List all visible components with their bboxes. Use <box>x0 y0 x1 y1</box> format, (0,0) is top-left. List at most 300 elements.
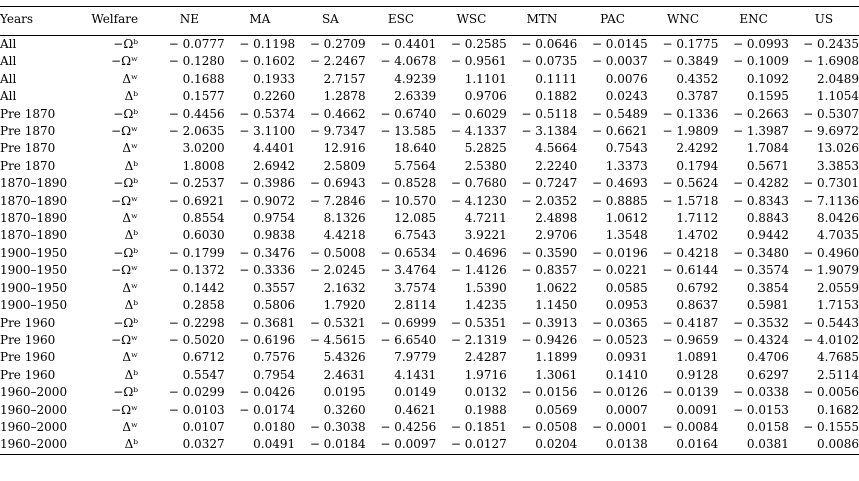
value-cell: − 0.2537 <box>168 176 225 191</box>
table-row <box>0 210 859 227</box>
value-cell: − 0.2709 <box>309 37 366 51</box>
value-cell: − 7.1136 <box>803 193 859 208</box>
welfare-cell: Δᵇ <box>84 436 154 454</box>
column-header: ESC <box>366 7 437 36</box>
value-cell: − 0.1851 <box>450 419 507 434</box>
years-cell: Pre 1870 <box>0 141 56 156</box>
value-cell: 8.1326 <box>323 211 366 226</box>
value-cell: 0.4352 <box>676 71 719 86</box>
value-cell: 0.1794 <box>676 158 719 173</box>
welfare-cell: −Ωʷ <box>111 263 139 278</box>
value-cell: − 0.3574 <box>733 263 789 278</box>
value-cell: − 0.4696 <box>450 245 507 260</box>
value-cell: − 0.6999 <box>380 315 437 330</box>
years-cell: All <box>0 89 17 104</box>
value-cell: 12.916 <box>323 141 366 156</box>
value-cell: − 0.1799 <box>168 245 225 260</box>
value-cell: − 6.6540 <box>380 332 437 347</box>
value-cell: 0.3557 <box>253 280 296 295</box>
table-row <box>0 140 859 157</box>
value-cell: − 0.0097 <box>366 436 437 454</box>
value-cell: − 0.7301 <box>803 176 859 191</box>
table-row <box>0 71 859 88</box>
value-cell: 0.2858 <box>182 298 225 313</box>
years-cell: Pre 1870 <box>0 158 56 173</box>
value-cell: 0.0007 <box>605 402 648 417</box>
value-cell: − 0.1009 <box>733 54 789 69</box>
value-cell: − 0.3849 <box>662 54 719 69</box>
value-cell: − 0.5008 <box>309 245 366 260</box>
value-cell: 0.6297 <box>746 367 789 382</box>
value-cell: 12.085 <box>394 211 437 226</box>
years-cell: 1960–2000 <box>0 402 68 417</box>
value-cell: 6.7543 <box>394 228 437 243</box>
value-cell: 0.0132 <box>464 385 507 400</box>
value-cell: − 0.0103 <box>168 402 225 417</box>
table-row <box>0 106 859 123</box>
table-row <box>0 245 859 262</box>
value-cell: 4.7211 <box>464 211 507 226</box>
value-cell: 1.7084 <box>746 141 789 156</box>
value-cell: 0.4706 <box>746 350 789 365</box>
years-cell: 1870–1890 <box>0 193 68 208</box>
years-cell: 1870–1890 <box>0 228 68 243</box>
value-cell: 1.1054 <box>817 89 859 104</box>
value-cell: 2.5809 <box>323 158 366 173</box>
value-cell: 0.5671 <box>746 158 789 173</box>
value-cell: 0.1442 <box>182 280 225 295</box>
value-cell: − 4.1230 <box>450 193 507 208</box>
table-row <box>0 123 859 140</box>
value-cell: − 0.8357 <box>521 263 578 278</box>
welfare-table <box>0 6 859 455</box>
value-cell: − 0.5624 <box>662 176 719 191</box>
table-row <box>0 280 859 297</box>
value-cell: 0.1092 <box>746 71 789 86</box>
value-cell: 13.026 <box>817 141 859 156</box>
value-cell: − 2.0635 <box>168 124 225 139</box>
years-cell: Pre 1870 <box>0 124 56 139</box>
column-header: Welfare <box>84 7 154 36</box>
welfare-cell: −Ωʷ <box>111 124 139 139</box>
value-cell: 4.9239 <box>394 71 437 86</box>
value-cell: − 0.3986 <box>239 176 296 191</box>
value-cell: − 0.0993 <box>733 37 789 51</box>
value-cell: 0.0164 <box>648 436 719 454</box>
value-cell: − 0.8885 <box>591 193 648 208</box>
value-cell: − 0.0646 <box>521 37 578 51</box>
table-row <box>0 332 859 349</box>
column-header: WNC <box>648 7 719 36</box>
column-header: NE <box>154 7 225 36</box>
value-cell: 0.3260 <box>323 402 366 417</box>
value-cell: − 0.3480 <box>733 245 789 260</box>
table-row <box>0 402 859 419</box>
value-cell: 1.4702 <box>676 228 719 243</box>
value-cell: − 0.1555 <box>803 419 859 434</box>
value-cell: 1.0612 <box>605 211 648 226</box>
table-row <box>0 315 859 332</box>
years-cell: 1900–1950 <box>0 245 68 260</box>
welfare-cell: −Ωᵇ <box>113 37 139 51</box>
value-cell: 1.0622 <box>535 280 578 295</box>
value-cell: − 0.0126 <box>591 385 648 400</box>
value-cell: − 0.0426 <box>239 385 296 400</box>
value-cell: 1.7920 <box>323 298 366 313</box>
table-row <box>0 367 859 384</box>
column-header: Years <box>0 7 84 36</box>
value-cell: 0.4621 <box>394 402 437 417</box>
value-cell: 2.6339 <box>394 89 437 104</box>
table-row <box>0 36 859 54</box>
value-cell: − 0.2585 <box>450 37 507 51</box>
header-row <box>0 7 859 36</box>
value-cell: − 2.2467 <box>309 54 366 69</box>
value-cell: 2.0489 <box>817 71 859 86</box>
value-cell: − 0.1602 <box>239 54 296 69</box>
years-cell: 1870–1890 <box>0 211 68 226</box>
value-cell: 2.2240 <box>535 158 578 173</box>
value-cell: 3.7574 <box>394 280 437 295</box>
value-cell: 0.1410 <box>605 367 648 382</box>
value-cell: 2.8114 <box>394 298 437 313</box>
years-cell: Pre 1960 <box>0 367 56 382</box>
value-cell: 0.9442 <box>746 228 789 243</box>
value-cell: − 0.2435 <box>803 37 859 51</box>
value-cell: 5.2825 <box>464 141 507 156</box>
column-header: MTN <box>507 7 578 36</box>
value-cell: − 10.570 <box>380 193 437 208</box>
table-body <box>0 36 859 455</box>
value-cell: 1.9716 <box>464 367 507 382</box>
value-cell: − 0.1198 <box>239 37 296 51</box>
value-cell: − 0.0139 <box>662 385 719 400</box>
value-cell: 1.3373 <box>605 158 648 173</box>
value-cell: 1.1899 <box>535 350 578 365</box>
value-cell: 0.7543 <box>605 141 648 156</box>
value-cell: 5.7564 <box>394 158 437 173</box>
welfare-cell: −Ωᵇ <box>113 106 139 121</box>
value-cell: 0.0107 <box>182 419 225 434</box>
value-cell: 1.1450 <box>535 298 578 313</box>
value-cell: − 0.3476 <box>239 245 296 260</box>
value-cell: − 0.9426 <box>521 332 578 347</box>
value-cell: 0.9754 <box>253 211 296 226</box>
value-cell: 3.0200 <box>182 141 225 156</box>
value-cell: − 0.0153 <box>733 402 789 417</box>
value-cell: 2.4631 <box>323 367 366 382</box>
value-cell: − 0.6621 <box>591 124 648 139</box>
welfare-cell: Δʷ <box>122 419 139 434</box>
table-row <box>0 436 859 454</box>
value-cell: − 0.0221 <box>591 263 648 278</box>
table-row <box>0 349 859 366</box>
value-cell: 2.1632 <box>323 280 366 295</box>
value-cell: − 7.2846 <box>309 193 366 208</box>
value-cell: − 2.1319 <box>450 332 507 347</box>
value-cell: 4.4218 <box>323 228 366 243</box>
table-row <box>0 262 859 279</box>
value-cell: − 0.0127 <box>436 436 507 454</box>
value-cell: − 0.4662 <box>309 106 366 121</box>
value-cell: − 9.6972 <box>803 124 859 139</box>
value-cell: − 0.3336 <box>239 263 296 278</box>
value-cell: − 0.7247 <box>521 176 578 191</box>
value-cell: − 0.0037 <box>591 54 648 69</box>
value-cell: − 1.5718 <box>662 193 719 208</box>
value-cell: 2.6942 <box>253 158 296 173</box>
value-cell: 0.1595 <box>746 89 789 104</box>
value-cell: 0.0585 <box>605 280 648 295</box>
value-cell: 0.0076 <box>605 71 648 86</box>
value-cell: 1.3548 <box>605 228 648 243</box>
years-cell: 1870–1890 <box>0 176 68 191</box>
value-cell: − 13.585 <box>380 124 437 139</box>
value-cell: − 4.5615 <box>309 332 366 347</box>
value-cell: 4.1431 <box>394 367 437 382</box>
value-cell: 0.7576 <box>253 350 296 365</box>
value-cell: − 0.9659 <box>662 332 719 347</box>
value-cell: − 0.8528 <box>380 176 437 191</box>
value-cell: − 0.4324 <box>733 332 789 347</box>
welfare-cell: −Ωᵇ <box>113 315 139 330</box>
value-cell: 7.9779 <box>394 350 437 365</box>
value-cell: 0.3787 <box>676 89 719 104</box>
value-cell: 2.0559 <box>817 280 859 295</box>
value-cell: − 0.6921 <box>168 193 225 208</box>
value-cell: − 2.0245 <box>309 263 366 278</box>
years-cell: Pre 1960 <box>0 332 56 347</box>
table-row <box>0 175 859 192</box>
value-cell: − 9.7347 <box>309 124 366 139</box>
value-cell: − 0.5020 <box>168 332 225 347</box>
value-cell: 0.5547 <box>182 367 225 382</box>
value-cell: − 3.1384 <box>521 124 578 139</box>
value-cell: 0.6030 <box>182 228 225 243</box>
column-header: PAC <box>577 7 648 36</box>
value-cell: − 0.4218 <box>662 245 719 260</box>
table-header <box>0 7 859 36</box>
value-cell: 2.4898 <box>535 211 578 226</box>
value-cell: − 0.5489 <box>591 106 648 121</box>
value-cell: 4.7035 <box>817 228 859 243</box>
value-cell: 1.7112 <box>676 211 719 226</box>
value-cell: − 0.4960 <box>803 245 859 260</box>
welfare-cell: −Ωᵇ <box>113 245 139 260</box>
value-cell: 0.5806 <box>253 298 296 313</box>
value-cell: 0.7954 <box>253 367 296 382</box>
value-cell: − 0.4256 <box>380 419 437 434</box>
value-cell: − 0.6740 <box>380 106 437 121</box>
table-row <box>0 193 859 210</box>
table-row <box>0 297 859 314</box>
value-cell: − 0.9561 <box>450 54 507 69</box>
value-cell: 0.0931 <box>605 350 648 365</box>
years-cell: 1960–2000 <box>0 436 84 454</box>
welfare-cell: −Ωᵇ <box>113 176 139 191</box>
value-cell: − 0.0365 <box>591 315 648 330</box>
value-cell: 1.5390 <box>464 280 507 295</box>
value-cell: − 0.0145 <box>591 37 648 51</box>
value-cell: − 0.0084 <box>662 419 719 434</box>
value-cell: − 0.3532 <box>733 315 789 330</box>
value-cell: 0.6712 <box>182 350 225 365</box>
value-cell: 4.7685 <box>817 350 859 365</box>
table-row <box>0 88 859 105</box>
welfare-cell: −Ωʷ <box>111 332 139 347</box>
value-cell: 1.8008 <box>182 158 225 173</box>
value-cell: − 4.1337 <box>450 124 507 139</box>
value-cell: 0.8843 <box>746 211 789 226</box>
value-cell: 0.0138 <box>577 436 648 454</box>
welfare-cell: −Ωʷ <box>111 402 139 417</box>
value-cell: − 0.0196 <box>591 245 648 260</box>
value-cell: − 0.1280 <box>168 54 225 69</box>
value-cell: 8.0426 <box>817 211 859 226</box>
value-cell: 5.4326 <box>323 350 366 365</box>
value-cell: 0.0195 <box>323 385 366 400</box>
value-cell: − 0.5307 <box>803 106 859 121</box>
table-row <box>0 419 859 436</box>
value-cell: − 0.3590 <box>521 245 578 260</box>
value-cell: 0.5981 <box>746 298 789 313</box>
value-cell: − 0.2663 <box>733 106 789 121</box>
value-cell: 1.7153 <box>817 298 859 313</box>
value-cell: − 1.4126 <box>450 263 507 278</box>
value-cell: − 0.0056 <box>803 385 859 400</box>
years-cell: 1900–1950 <box>0 298 68 313</box>
value-cell: 0.9706 <box>464 89 507 104</box>
value-cell: 0.1688 <box>182 71 225 86</box>
years-cell: All <box>0 71 17 86</box>
years-cell: 1900–1950 <box>0 280 68 295</box>
value-cell: − 0.6534 <box>380 245 437 260</box>
value-cell: 0.9128 <box>676 367 719 382</box>
value-cell: 0.0569 <box>535 402 578 417</box>
years-cell: Pre 1870 <box>0 106 56 121</box>
value-cell: − 0.3038 <box>309 419 366 434</box>
table-row <box>0 158 859 175</box>
column-header: US <box>789 7 859 36</box>
years-cell: 1960–2000 <box>0 419 68 434</box>
value-cell: 1.0891 <box>676 350 719 365</box>
value-cell: − 4.0678 <box>380 54 437 69</box>
value-cell: − 0.6144 <box>662 263 719 278</box>
value-cell: − 0.4282 <box>733 176 789 191</box>
value-cell: − 1.9079 <box>803 263 859 278</box>
value-cell: − 0.0338 <box>733 385 789 400</box>
welfare-cell: Δʷ <box>122 141 139 156</box>
value-cell: 0.1882 <box>535 89 578 104</box>
welfare-cell: Δᵇ <box>124 89 139 104</box>
value-cell: − 0.5321 <box>309 315 366 330</box>
value-cell: − 3.4764 <box>380 263 437 278</box>
value-cell: − 0.0508 <box>521 419 578 434</box>
value-cell: 0.1682 <box>817 402 859 417</box>
value-cell: − 0.6196 <box>239 332 296 347</box>
value-cell: − 0.8343 <box>733 193 789 208</box>
value-cell: 2.5380 <box>464 158 507 173</box>
welfare-cell: Δʷ <box>122 71 139 86</box>
value-cell: − 1.9809 <box>662 124 719 139</box>
value-cell: − 0.3681 <box>239 315 296 330</box>
value-cell: 0.9838 <box>253 228 296 243</box>
welfare-cell: −Ωʷ <box>111 54 139 69</box>
value-cell: − 0.0735 <box>521 54 578 69</box>
welfare-cell: −Ωᵇ <box>113 385 139 400</box>
value-cell: − 0.0299 <box>168 385 225 400</box>
years-cell: All <box>0 37 17 51</box>
value-cell: − 0.5118 <box>521 106 578 121</box>
years-cell: Pre 1960 <box>0 350 56 365</box>
value-cell: − 2.0352 <box>521 193 578 208</box>
years-cell: 1900–1950 <box>0 263 68 278</box>
value-cell: − 0.9072 <box>239 193 296 208</box>
value-cell: − 1.6908 <box>803 54 859 69</box>
value-cell: − 0.4187 <box>662 315 719 330</box>
value-cell: − 0.0174 <box>239 402 296 417</box>
value-cell: 0.0491 <box>225 436 296 454</box>
years-cell: Pre 1960 <box>0 315 56 330</box>
value-cell: − 0.4456 <box>168 106 225 121</box>
value-cell: 0.0204 <box>507 436 578 454</box>
value-cell: − 0.7680 <box>450 176 507 191</box>
value-cell: − 0.2298 <box>168 315 225 330</box>
value-cell: − 0.0001 <box>591 419 648 434</box>
value-cell: 0.0327 <box>154 436 225 454</box>
value-cell: 2.5114 <box>817 367 859 382</box>
value-cell: 0.0243 <box>605 89 648 104</box>
value-cell: 2.9706 <box>535 228 578 243</box>
value-cell: 0.0149 <box>394 385 437 400</box>
value-cell: 0.1111 <box>535 71 578 86</box>
value-cell: − 0.6029 <box>450 106 507 121</box>
welfare-cell: Δʷ <box>122 211 139 226</box>
value-cell: − 0.0184 <box>295 436 366 454</box>
table-row <box>0 384 859 401</box>
welfare-cell: Δᵇ <box>124 367 139 382</box>
value-cell: 0.0180 <box>253 419 296 434</box>
value-cell: 1.3061 <box>535 367 578 382</box>
years-cell: 1960–2000 <box>0 385 68 400</box>
value-cell: − 0.5374 <box>239 106 296 121</box>
value-cell: − 3.1100 <box>239 124 296 139</box>
value-cell: − 0.0523 <box>591 332 648 347</box>
value-cell: 1.4235 <box>464 298 507 313</box>
column-header: WSC <box>436 7 507 36</box>
value-cell: 4.5664 <box>535 141 578 156</box>
welfare-cell: Δʷ <box>122 350 139 365</box>
welfare-cell: Δᵇ <box>124 228 139 243</box>
value-cell: − 0.5443 <box>803 315 859 330</box>
value-cell: − 4.0102 <box>803 332 859 347</box>
value-cell: − 1.3987 <box>733 124 789 139</box>
value-cell: − 0.5351 <box>450 315 507 330</box>
table-row <box>0 53 859 70</box>
value-cell: − 0.1336 <box>662 106 719 121</box>
value-cell: 18.640 <box>394 141 437 156</box>
value-cell: − 0.1775 <box>662 37 719 51</box>
value-cell: − 0.3913 <box>521 315 578 330</box>
value-cell: 0.1577 <box>182 89 225 104</box>
value-cell: 0.1933 <box>253 71 296 86</box>
value-cell: 1.1101 <box>464 71 507 86</box>
column-header: ENC <box>718 7 789 36</box>
table-row <box>0 227 859 244</box>
value-cell: − 0.1372 <box>168 263 225 278</box>
value-cell: 2.4292 <box>676 141 719 156</box>
column-header: SA <box>295 7 366 36</box>
